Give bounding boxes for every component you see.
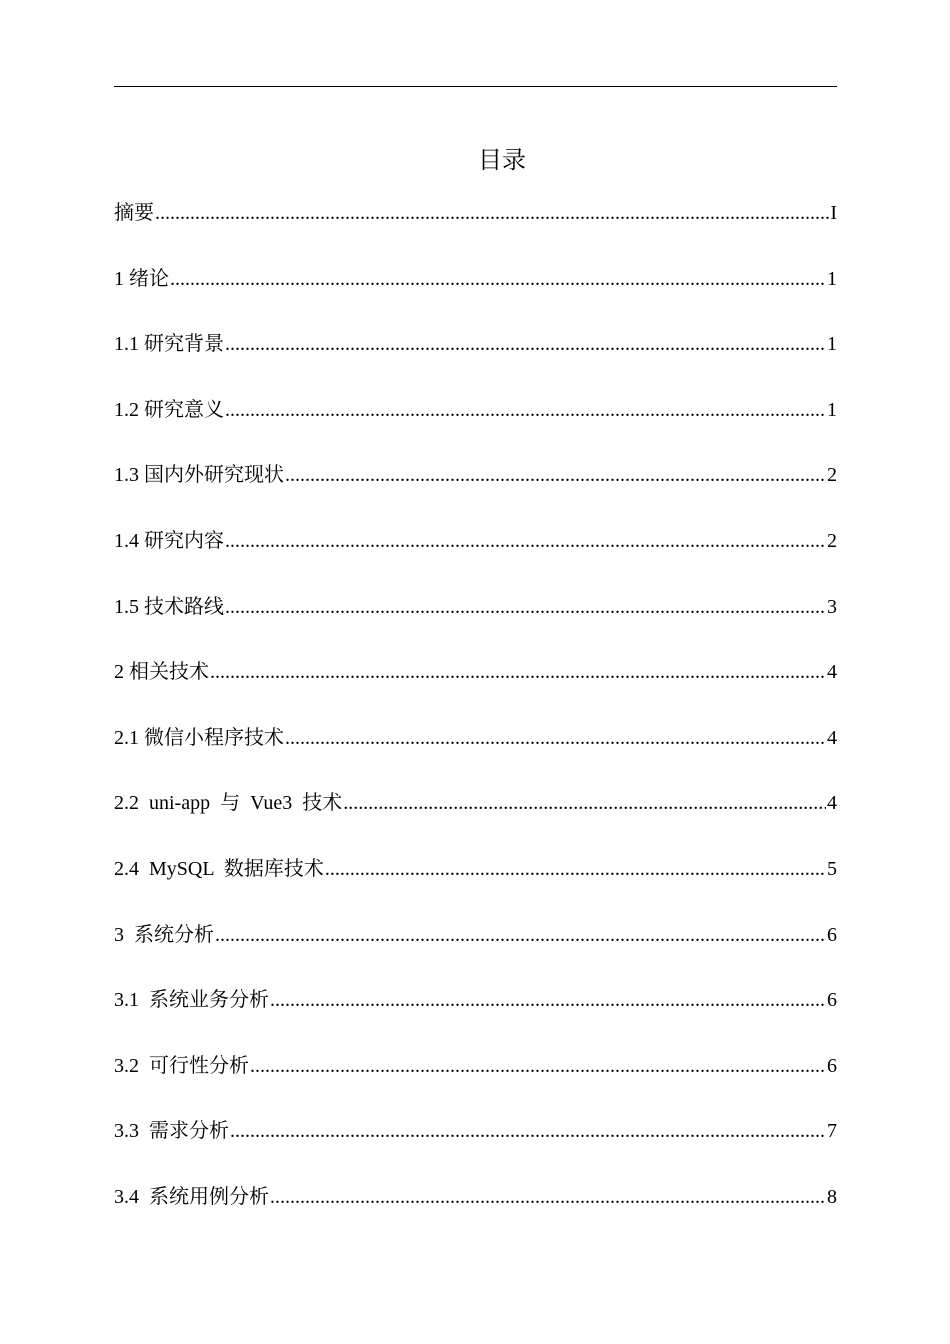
toc-entry-label: 2.4 MySQL 数据库技术 <box>114 857 324 880</box>
toc-entry-label: 1.4 研究内容 <box>114 529 224 552</box>
toc-leader-dots <box>225 393 826 427</box>
toc-entry-page: 6 <box>827 923 837 946</box>
header-rule <box>114 86 837 87</box>
toc-entry-2-2[interactable] <box>114 786 837 852</box>
toc-title: 目录 <box>478 146 526 174</box>
toc-entry-label: 1.2 研究意义 <box>114 398 224 421</box>
toc-leader-dots <box>250 1049 826 1083</box>
toc-entry-3-1[interactable] <box>114 983 837 1049</box>
toc-leader-dots <box>210 655 826 689</box>
toc-entry-page: I <box>830 202 837 224</box>
toc-leader-dots <box>225 590 826 624</box>
toc-entry-1-3[interactable] <box>114 458 837 524</box>
toc-entry-3[interactable] <box>114 918 837 984</box>
toc-leader-dots <box>215 918 826 952</box>
toc-list <box>114 196 837 1246</box>
toc-leader-dots <box>325 852 826 886</box>
toc-entry-3-2[interactable] <box>114 1049 837 1115</box>
toc-entry-abstract[interactable] <box>114 196 837 262</box>
toc-entry-label: 3 系统分析 <box>114 923 214 946</box>
toc-leader-dots <box>285 458 826 492</box>
toc-entry-page: 7 <box>827 1120 837 1143</box>
toc-entry-label: 3.2 可行性分析 <box>114 1054 249 1077</box>
toc-entry-page: 4 <box>827 726 837 749</box>
toc-leader-dots <box>343 786 826 820</box>
toc-entry-1-1[interactable] <box>114 327 837 393</box>
toc-entry-page: 8 <box>827 1185 837 1208</box>
toc-leader-dots <box>230 1114 826 1148</box>
toc-entry-2-4[interactable] <box>114 852 837 918</box>
toc-entry-label: 2.1 微信小程序技术 <box>114 726 284 749</box>
toc-entry-page: 2 <box>827 464 837 487</box>
toc-entry-1-2[interactable] <box>114 393 837 459</box>
toc-entry-label: 2 相关技术 <box>114 661 209 684</box>
toc-entry-2-1[interactable] <box>114 721 837 787</box>
toc-entry-label: 1.1 研究背景 <box>114 333 224 356</box>
toc-leader-dots <box>170 262 826 296</box>
toc-entry-page: 5 <box>827 857 837 880</box>
toc-entry-label: 1 绪论 <box>114 267 169 290</box>
toc-entry-1-5[interactable] <box>114 590 837 656</box>
toc-entry-page: 1 <box>827 267 837 290</box>
toc-entry-page: 3 <box>827 595 837 618</box>
toc-entry-label: 3.1 系统业务分析 <box>114 989 269 1012</box>
toc-entry-page: 2 <box>827 529 837 552</box>
toc-leader-dots <box>285 721 826 755</box>
toc-entry-page: 4 <box>827 661 837 684</box>
toc-entry-1[interactable] <box>114 262 837 328</box>
toc-entry-page: 6 <box>827 989 837 1012</box>
toc-entry-page: 1 <box>827 398 837 421</box>
toc-entry-page: 4 <box>827 792 837 815</box>
toc-entry-page: 1 <box>827 333 837 356</box>
toc-leader-dots <box>225 524 826 558</box>
toc-leader-dots <box>270 1180 826 1214</box>
toc-entry-3-4[interactable] <box>114 1180 837 1246</box>
toc-entry-label: 3.4 系统用例分析 <box>114 1185 269 1208</box>
toc-leader-dots <box>270 983 826 1017</box>
toc-entry-label: 1.5 技术路线 <box>114 595 224 618</box>
toc-entry-label: 2.2 uni-app 与 Vue3 技术 <box>114 792 343 815</box>
toc-entry-3-3[interactable] <box>114 1114 837 1180</box>
toc-leader-dots <box>155 196 829 230</box>
toc-entry-1-4[interactable] <box>114 524 837 590</box>
toc-entry-label: 1.3 国内外研究现状 <box>114 464 284 487</box>
toc-leader-dots <box>225 327 826 361</box>
toc-entry-label: 摘要 <box>114 202 154 224</box>
toc-entry-label: 3.3 需求分析 <box>114 1120 229 1143</box>
toc-entry-page: 6 <box>827 1054 837 1077</box>
toc-entry-2[interactable] <box>114 655 837 721</box>
